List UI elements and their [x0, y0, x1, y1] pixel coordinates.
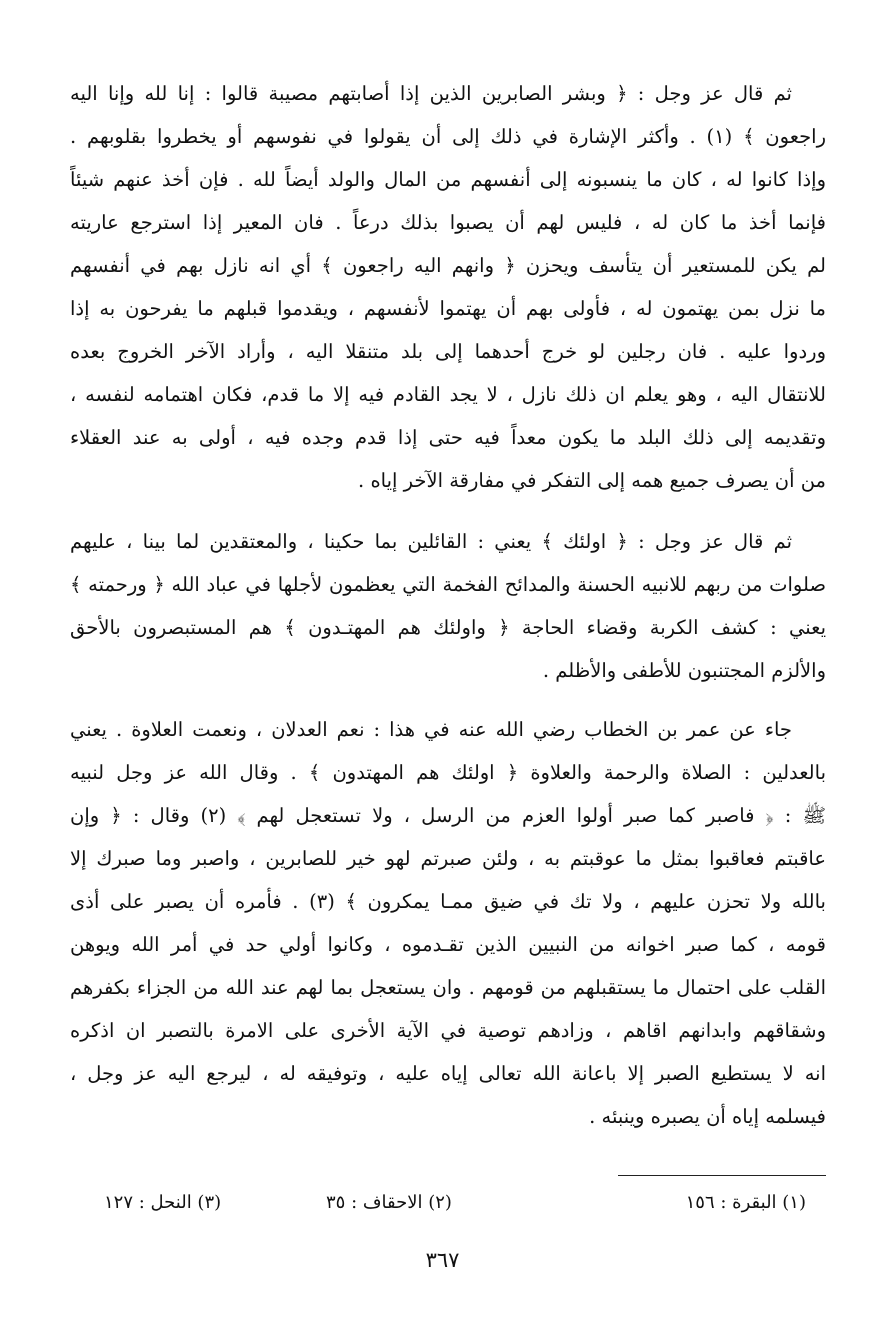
paragraph-1 — [70, 72, 826, 502]
footnote-2: (٢) الاحقاف : ٣٥ — [326, 1192, 452, 1213]
text-line: لم يكن للمستعير أن يتأسف ويحزن ﴿ وانهم اليه راجعون ﴾ أي انه نازل بهم في أنفسهم — [70, 254, 826, 277]
text-line: انه لا يستطيع الصبر إلا باعانة الله تعالى إياه عليه ، وتوفيقه له ، ليرجع اليه عز وجل ، — [70, 1062, 826, 1085]
text-line: يعني : كشف الكربة وقضاء الحاجة ﴿ واولئك هم المهتـدون ﴾ هم المستبصرون بالأحق — [70, 616, 826, 639]
text-line: ثم قال عز وجل : ﴿ وبشر الصابرين الذين إذا أصابتهم مصيبة قالوا : إنا لله وإنا اليه — [70, 82, 792, 105]
text-line: بالله ولا تحزن عليهم ، ولا تك في ضيق ممـا يمكرون ﴾ (٣) . فأمره أن يصبر على أذى — [70, 890, 826, 913]
page-number: ٣٦٧ — [425, 1248, 460, 1272]
text-line: صلوات من ربهم للانبيه الحسنة والمدائح الفخمة التي يعظمون لأجلها في عباد الله ﴿ ورحمته ﴾ — [70, 573, 826, 596]
text-line: قومه ، كما صبر اخوانه من النبيين الذين تقـدموه ، وكانوا أولي حد في أمر الله ويوهن — [70, 933, 826, 956]
text-line: فإنما أخذ ما كان له ، فليس لهم أن يصبوا بذلك درعاً . فان المعير إذا استرجع عاريته — [70, 211, 826, 234]
footnotes — [70, 1186, 826, 1220]
text-line: وردوا عليه . فان رجلين لو خرج أحدهما إلى بلد متنقلا اليه ، وأراد الآخر الخروج بعده — [70, 340, 826, 363]
paragraph-2 — [70, 520, 826, 692]
text-line: وتقديمه إلى ذلك البلد ما يكون معداً فيه حتى إذا قدم وجده فيه ، أولى به عند العقلاء — [70, 426, 826, 449]
text-line: عاقبتم فعاقبوا بمثل ما عوقبتم به ، ولئن صبرتم لهو خير للصابرين ، واصبر وما صبرك إلا — [70, 847, 826, 870]
text-line: من أن يصرف جميع همه إلى التفكر في مفارقة الآخر إياه . — [358, 469, 826, 492]
text-line: للانتقال اليه ، وهو يعلم ان ذلك نازل ، لا يجد القادم فيه إلا ما قدم، فكان اهتمامه لنفسه ، — [70, 383, 826, 406]
text-line: ﷺ : ﴿ فاصبر كما صبر أولوا العزم من الرسل ، ولا تستعجل لهم ﴾ (٢) وقال : ﴿ وإن — [70, 804, 826, 827]
footnote-3: (٣) النحل : ١٢٧ — [104, 1192, 222, 1213]
paragraph-3 — [70, 708, 826, 1138]
text-line: فيسلمه إياه أن يصبره وينبئه . — [589, 1105, 826, 1128]
text-line: وشقاقهم وابدانهم اقاهم ، وزادهم توصية في الآية الأخرى على الامرة بالتصبر ان اذكره — [70, 1019, 826, 1042]
text-line: جاء عن عمر بن الخطاب رضي الله عنه في هذا : نعم العدلان ، ونعمت العلاوة . يعني — [70, 718, 792, 741]
text-line: والألزم المجتنبون للأطفى والأظلم . — [542, 659, 826, 682]
text-line: وإذا كانوا له ، كان ما ينسبونه إلى أنفسهم من المال والولد أيضاً لله . فإن أخذ عنهم شيئاً — [70, 168, 826, 191]
footnote-1: (١) البقرة : ١٥٦ — [685, 1192, 806, 1213]
footnote-divider — [618, 1175, 826, 1176]
text-line: راجعون ﴾ (١) . وأكثر الإشارة في ذلك إلى أن يقولوا في نفوسهم أو يخطروا بقلوبهم . — [70, 125, 826, 148]
text-line: بالعدلين : الصلاة والرحمة والعلاوة ﴿ اولئك هم المهتدون ﴾ . وقال الله عز وجل لنبيه — [70, 761, 826, 784]
text-line: ما نزل بمن يهتمون له ، فأولى بهم أن يهتموا لأنفسهم ، ويقدموا قبلهم ما يفرحون به إذا — [70, 297, 826, 320]
text-line: القلب على احتمال ما يستقبلهم من قومهم . وان يستعجل بما لهم عند الله من الجزاء بكفرهم — [70, 976, 826, 999]
text-line: ثم قال عز وجل : ﴿ اولئك ﴾ يعني : القائلين بما حكينا ، والمعتقدين لما بينا ، عليهم — [70, 530, 792, 553]
